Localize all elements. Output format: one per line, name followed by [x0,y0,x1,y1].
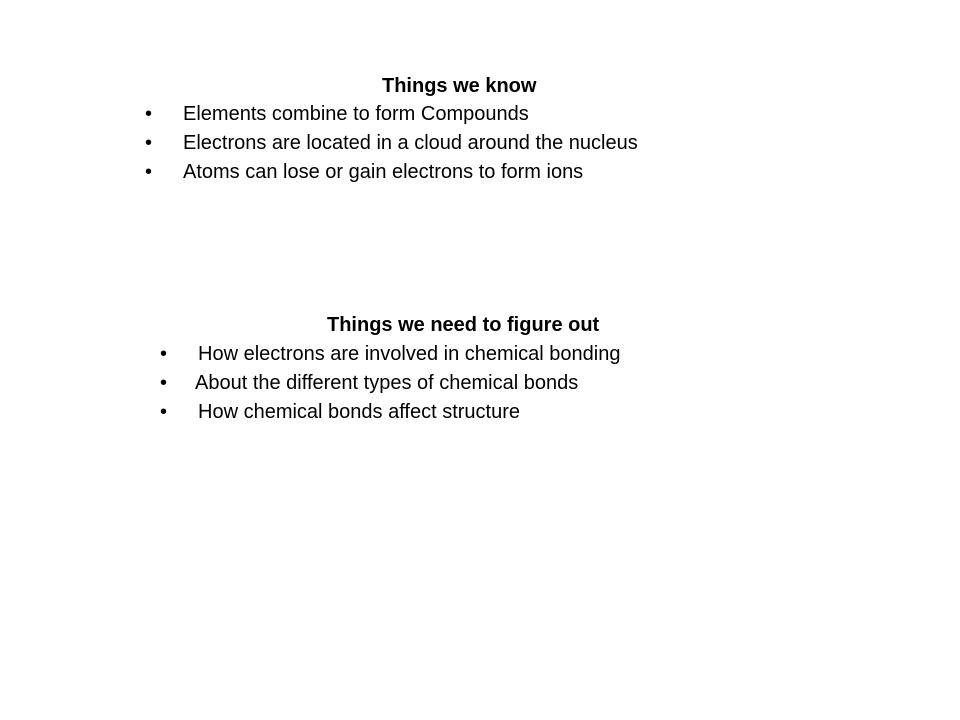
known-item-2 [0,132,960,158]
known-item-3-text: Atoms can lose or gain electrons to form ions [183,161,584,183]
unknown-item-2 [0,372,960,398]
known-item-1 [0,103,960,129]
bullet-icon: • [145,161,153,183]
known-heading: Things we know [382,75,537,97]
unknown-item-1 [0,343,960,369]
unknown-item-1-text: How electrons are involved in chemical bonding [198,343,621,365]
bullet-icon: • [145,103,153,125]
unknown-heading: Things we need to figure out [327,314,600,336]
known-section [0,0,960,200]
known-item-1-text: Elements combine to form Compounds [183,103,529,125]
bullet-icon: • [145,132,153,154]
bullet-icon: • [160,372,168,394]
bullet-icon: • [160,343,168,365]
known-item-3 [0,161,960,187]
bullet-icon: • [160,401,168,423]
known-item-2-text: Electrons are located in a cloud around the nucleus [183,132,638,154]
unknown-item-2-text: About the different types of chemical bonds [195,372,579,394]
unknown-section [0,300,960,440]
unknown-item-3-text: How chemical bonds affect structure [198,401,521,423]
unknown-item-3 [0,401,960,427]
